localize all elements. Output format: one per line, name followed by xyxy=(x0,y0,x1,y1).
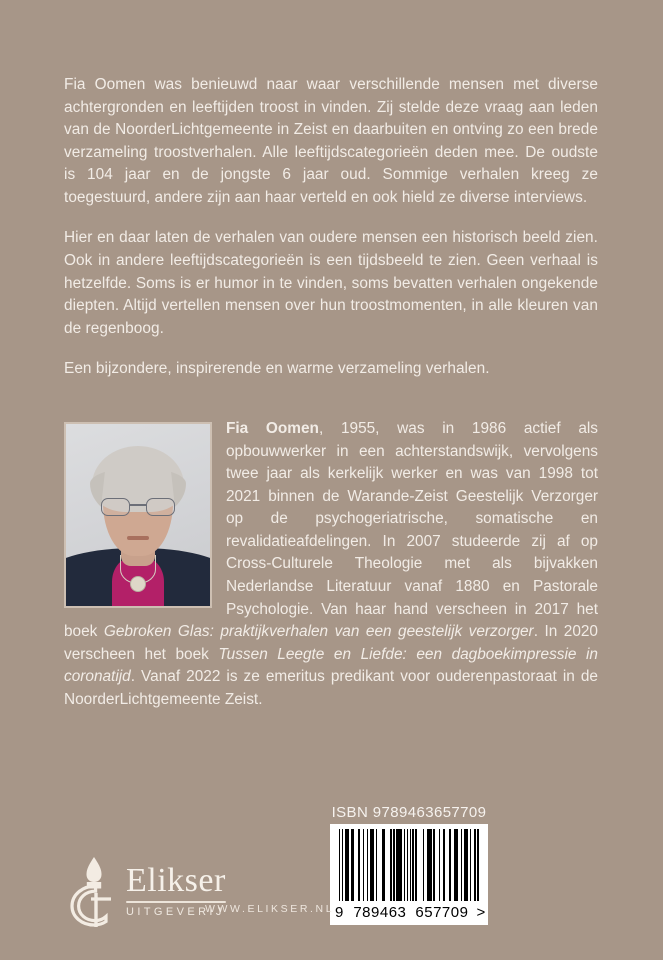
bio-text-part-3: . Vanaf 2022 is ze emeritus predikant voor ouderenpastoraat in de NoorderLichtgemeente Zeist. xyxy=(64,668,598,708)
barcode-digit-group-1: 9 xyxy=(335,904,344,921)
glasses-right-lens xyxy=(146,498,175,516)
author-portrait-photo xyxy=(64,422,212,608)
elikser-flame-e-logo-icon xyxy=(66,855,122,927)
isbn-label: ISBN 9789463657709 xyxy=(331,804,487,821)
bio-text-part-2: . In 2020 verscheen het boek xyxy=(64,623,598,663)
isbn-barcode xyxy=(330,824,488,925)
back-cover-blurb xyxy=(64,74,598,381)
glasses-bridge xyxy=(130,504,146,506)
author-name: Fia Oomen xyxy=(226,420,319,437)
glasses-left-lens xyxy=(101,498,130,516)
author-bio-section xyxy=(64,418,598,711)
portrait-glasses xyxy=(101,498,175,516)
barcode-bars xyxy=(339,829,479,901)
barcode-digit-group-2: 789463 xyxy=(353,904,407,921)
book-title-1: Gebroken Glas: praktijkverhalen van een geestelijk verzorger xyxy=(103,623,534,641)
publisher-website: WWW.ELIKSER.NL xyxy=(205,903,335,915)
isbn-block xyxy=(330,804,488,925)
publisher-name: Elikser xyxy=(126,862,226,900)
portrait-mouth xyxy=(127,536,149,540)
book-title-2: Tussen Leegte en Liefde: een dagboekimpressie in coronatijd xyxy=(64,645,598,686)
portrait-pendant xyxy=(130,576,146,592)
blurb-paragraph-3: Een bijzondere, inspirerende en warme verzameling verhalen. xyxy=(64,360,490,378)
barcode-digit-group-4: > xyxy=(476,904,486,921)
blurb-paragraph-2: Hier en daar laten de verhalen van oudere mensen een historisch beeld zien. Ook in andere leeftijdscategorieën is een tijdsbeeld te zien. Geen verhaal is hetzelfde. Soms is er humor in te vinden, soms bevatten verhalen ongekende diepten. Altijd vertellen mensen over hun troostmomenten, in alle kleuren van de regenboog. xyxy=(64,229,598,337)
bio-text-part-1: , 1955, was in 1986 actief als opbouwwerker in een achterstandswijk, vervolgens twee jaar als kerkelijk werker en was van 1998 tot 2021 binnen de Warande-Zeist Geestelijk Verzorger op de psychogeriatrische, somatische en revalidatieafdelingen. In 2007 studeerde zij af op Cross-Culturele Theologie met als bijvakken Nederlandse Literatuur vanaf 1880 en Pastorale Psychologie. Van haar hand verscheen in 2017 het boek xyxy=(64,420,599,641)
barcode-digit-group-3: 657709 xyxy=(415,904,469,921)
publisher-subtitle: UITGEVERIJ xyxy=(126,905,225,918)
blurb-paragraph-1: Fia Oomen was benieuwd naar waar verschillende mensen met diverse achtergronden en leeftijden troost in vinden. Zij stelde deze vraag aan leden van de NoorderLichtgemeente in Zeist en daarbuiten en ontving zo een brede verzameling troostverhalen. Alle leeftijdscategorieën deden mee. De oudste is 104 jaar en de jongste 6 jaar oud. Sommige verhalen kreeg ze toegestuurd, andere zijn aan haar verteld en ook hield ze diverse interviews. xyxy=(64,76,598,206)
publisher-logo xyxy=(66,855,226,927)
barcode-digits xyxy=(330,904,488,921)
